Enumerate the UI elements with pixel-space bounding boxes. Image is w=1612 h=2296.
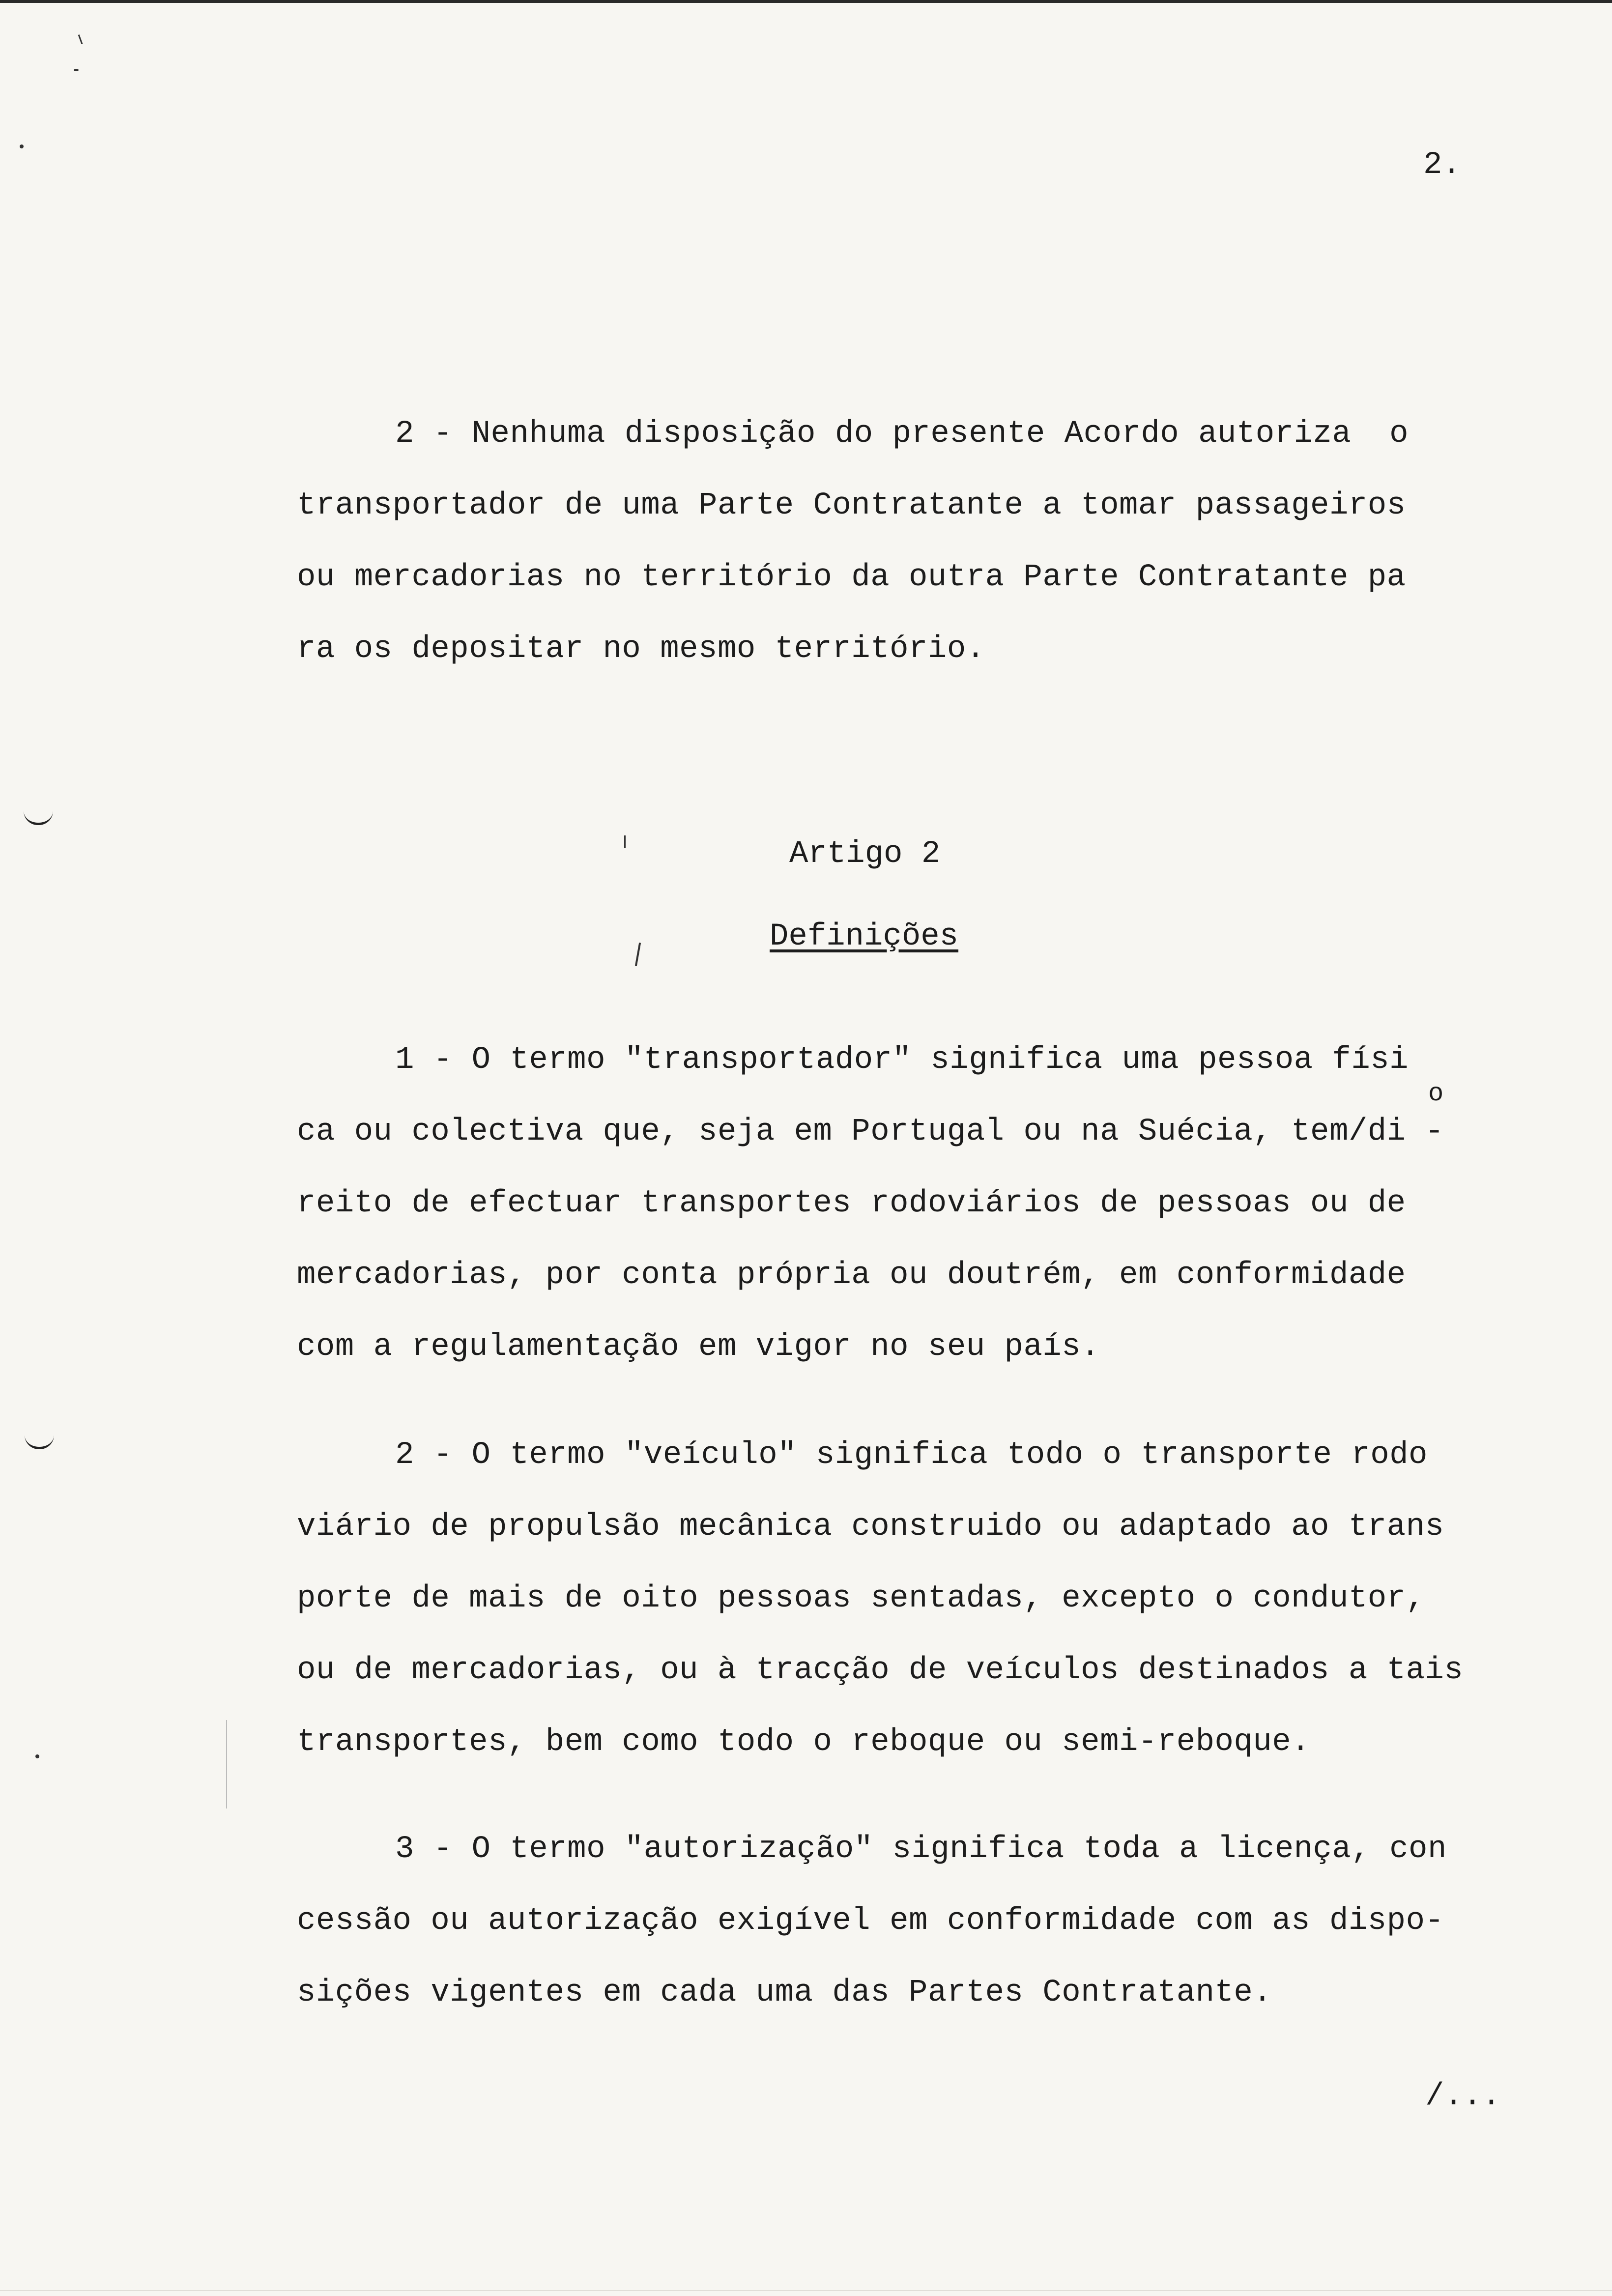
paragraph-line: sições vigentes em cada uma das Partes Contratante.	[297, 1975, 1272, 2010]
scan-speck	[74, 69, 79, 71]
paragraph-line: 2 - Nenhuma disposição do presente Acordo autoriza o	[395, 416, 1409, 452]
paragraph-line: com a regulamentação em vigor no seu país.	[297, 1329, 1100, 1365]
stray-pen-mark	[635, 943, 641, 966]
scan-speck	[20, 144, 24, 148]
paragraph-line: ou de mercadorias, ou à tracção de veículos destinados a tais	[297, 1653, 1464, 1688]
intro-paragraph	[297, 398, 1565, 685]
page-number: 2.	[1423, 147, 1461, 183]
definition-3	[297, 1813, 1565, 2029]
margin-punch-mark	[24, 811, 53, 825]
paragraph-line: ca ou colectiva que, seja em Portugal ou na Suécia, tem/di -	[297, 1114, 1444, 1149]
page-edge	[0, 2290, 1612, 2291]
margin-punch-mark	[25, 1435, 54, 1449]
paragraph-line: transportador de uma Parte Contratante a tomar passageiros	[297, 488, 1406, 523]
paragraph-line: porte de mais de oito pessoas sentadas, excepto o condutor,	[297, 1581, 1425, 1616]
paragraph-line: reito de efectuar transportes rodoviários de pessoas ou de	[297, 1186, 1406, 1221]
stray-pen-mark	[624, 835, 626, 848]
paragraph-line: 3 - O termo "autorização" significa toda a licença, con	[395, 1832, 1447, 1867]
paragraph-line: 1 - O termo "transportador" significa uma pessoa físi	[395, 1042, 1409, 1078]
margin-line-mark	[226, 1720, 227, 1808]
top-border-rule	[0, 0, 1612, 3]
paragraph-line: viário de propulsão mecânica construido ou adaptado ao trans	[297, 1509, 1444, 1545]
scan-speck	[35, 1754, 39, 1758]
continuation-marker: /...	[1425, 2079, 1501, 2114]
paragraph-line: transportes, bem como todo o reboque ou semi-reboque.	[297, 1724, 1311, 1760]
paragraph-line: ou mercadorias no território da outra Parte Contratante pa	[297, 560, 1406, 595]
stray-pen-mark	[78, 34, 83, 44]
handwritten-insertion: o	[1428, 1079, 1444, 1108]
article-title: Artigo 2	[789, 836, 941, 872]
paragraph-line: ra os depositar no mesmo território.	[297, 631, 985, 667]
definition-1	[297, 1024, 1565, 1383]
paragraph-line: 2 - O termo "veículo" significa todo o transporte rodo	[395, 1437, 1428, 1473]
paragraph-line: cessão ou autorização exigível em conformidade com as dispo-	[297, 1903, 1444, 1939]
article-subtitle: Definições	[770, 919, 959, 954]
paragraph-line: mercadorias, por conta própria ou doutrém, em conformidade	[297, 1258, 1406, 1293]
definition-2	[297, 1419, 1565, 1778]
